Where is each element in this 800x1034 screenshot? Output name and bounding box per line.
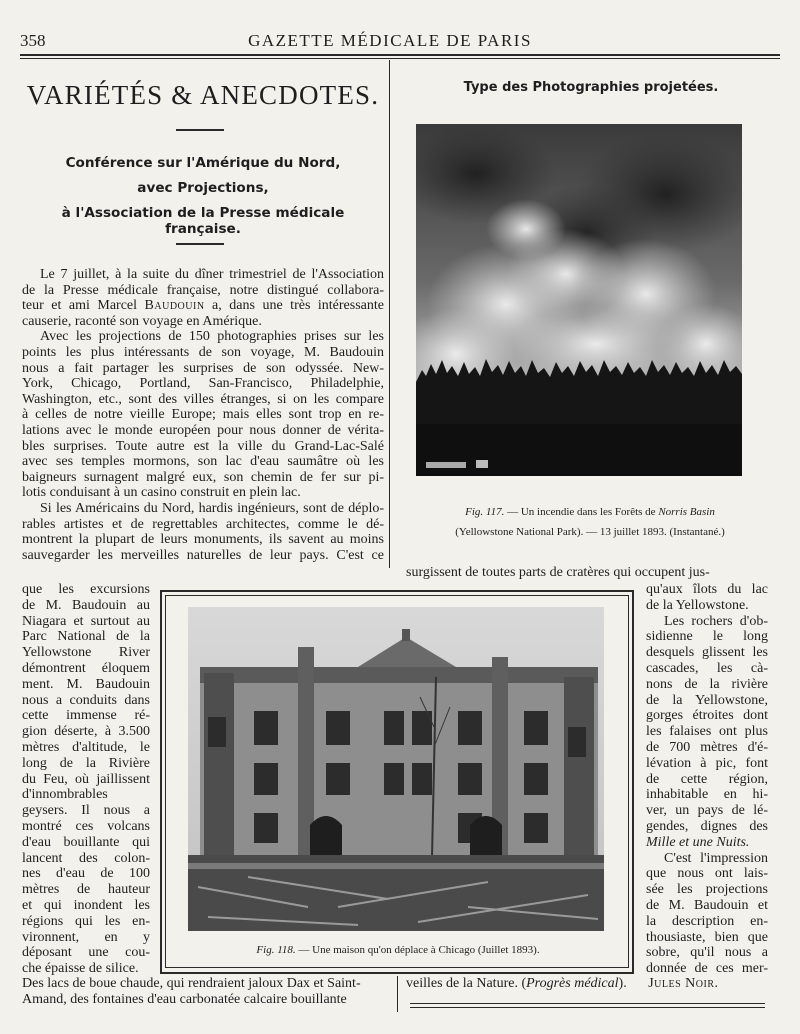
body-line-text: montrent la plupart de leurs monuments, ils savent au moins bbox=[22, 532, 384, 548]
body-line bbox=[22, 314, 384, 330]
body-line bbox=[22, 501, 384, 517]
wrap-right-line-italic: Mille et une Nuits. bbox=[646, 834, 750, 850]
body-line bbox=[22, 283, 384, 299]
figure-118-label: Fig. 118. bbox=[256, 944, 296, 956]
wrap-left-line: du Feu, où jaillissent bbox=[22, 771, 150, 787]
body-line bbox=[22, 392, 384, 408]
section-title: VARIÉTÉS & ANECDOTES. bbox=[26, 80, 380, 110]
author-signature: Jules Noir. bbox=[648, 976, 719, 991]
wrap-right-line bbox=[646, 882, 768, 898]
figure-117-place: Norris Basin bbox=[658, 506, 715, 518]
wrap-left-line: montré ces volcans bbox=[22, 819, 150, 834]
wrap-right-line-text: sée les projections bbox=[646, 882, 768, 898]
body-line-text: Le 7 juillet, à la suite du dîner trimestriel de l'Association bbox=[40, 267, 384, 282]
wrap-right-line bbox=[646, 740, 768, 756]
body-line-text: causerie, raconté son voyage en Amérique. bbox=[22, 313, 262, 329]
body-line-text: Washington, etc., sont des villes étranges, si on les compare bbox=[22, 391, 384, 407]
wrap-right-line-text: ver, un pays de lé- bbox=[646, 803, 768, 819]
wrap-right-line-text: de cette région, bbox=[646, 771, 768, 787]
body-line bbox=[22, 532, 384, 548]
body-line bbox=[22, 548, 384, 564]
wrap-right-line bbox=[646, 614, 768, 630]
body-line bbox=[22, 329, 384, 345]
wrap-right-line-text: donnée de ces mer- bbox=[646, 961, 768, 977]
body-line bbox=[22, 470, 384, 486]
running-title: GAZETTE MÉDICALE DE PARIS bbox=[248, 31, 532, 50]
forest-fire-photo bbox=[416, 124, 742, 476]
wrap-right-line bbox=[646, 898, 768, 914]
body-line-text: Avec les projections de 150 photographies prises sur les bbox=[40, 329, 384, 345]
body-line-text: teur et ami Marcel bbox=[22, 298, 145, 314]
wrap-right-line-text: inhabitable en hi- bbox=[646, 787, 768, 803]
wrap-left-line: de M. Baudouin au bbox=[22, 597, 150, 613]
wrap-right-line bbox=[646, 835, 768, 851]
figure-118-caption bbox=[168, 944, 628, 956]
figure-117-caption-text: — Un incendie dans les Forêts de bbox=[504, 506, 659, 518]
body-line-text: nous a fait partager les surprises de son odyssée. New- bbox=[22, 360, 384, 376]
page-number: 358 bbox=[20, 31, 46, 50]
chicago-house-photo bbox=[188, 607, 604, 931]
wrap-left-line: Yellowstone River bbox=[22, 645, 150, 661]
bottom-right-text: veilles de la Nature. ( bbox=[406, 976, 527, 991]
body-line-text: York, Chicago, Portland, San-Francisco, Philadelphie, bbox=[22, 376, 384, 392]
bottom-right-after: ). bbox=[618, 976, 627, 991]
wrap-left-line: et qui inondent les bbox=[22, 898, 150, 913]
wrap-right-line bbox=[646, 724, 768, 740]
column-divider-lower bbox=[397, 976, 398, 1012]
body-line bbox=[22, 267, 384, 283]
title-separator bbox=[176, 129, 224, 131]
wrap-right-line-text: C'est l'impression bbox=[664, 850, 768, 866]
wrap-right-line-text: desquels glissent les bbox=[646, 645, 768, 661]
wrap-right-line-text: gorges étroites dont bbox=[646, 708, 768, 724]
wrap-left-line: déposant une cou- bbox=[22, 945, 150, 961]
right-column-line: surgissent de toutes parts de cratères qui occupent jus- bbox=[406, 565, 710, 580]
bottom-left-line-1: Des lacs de boue chaude, qui rendraient jaloux Dax et Saint- bbox=[22, 976, 361, 991]
figure-117-caption-line-1 bbox=[404, 506, 776, 518]
wrap-right-line-text: cascades, les cà- bbox=[646, 661, 768, 676]
wrap-right-line-text: nons de la rivière bbox=[646, 676, 768, 692]
heading-separator bbox=[176, 243, 224, 245]
body-line bbox=[22, 485, 384, 501]
wrap-left-line: Niagara et surtout au bbox=[22, 613, 150, 629]
wrap-left-line: cette immense ré- bbox=[22, 708, 150, 724]
body-line-text: points les plus intéressants de son voyage, M. Baudouin bbox=[22, 345, 384, 360]
wrap-right-line bbox=[646, 851, 768, 867]
wrap-right-line-text: sobre, qu'il nous a bbox=[646, 945, 768, 961]
body-line-text: Si les Américains du Nord, hardis ingénieurs, sont de déplo- bbox=[40, 501, 384, 516]
wrap-right-line-text: les falaises ont plus bbox=[646, 724, 768, 740]
wrap-left-line: d'eau bouillante qui bbox=[22, 834, 150, 850]
body-line bbox=[22, 517, 384, 533]
figure-118-caption-text: — Une maison qu'on déplace à Chicago (Juillet 1893). bbox=[295, 944, 540, 956]
wrap-left-line: Parc National de la bbox=[22, 629, 150, 645]
figure-117-caption-line-2: (Yellowstone National Park). — 13 juillet 1893. (Instantané.) bbox=[455, 526, 725, 538]
wrap-right-line-text: la description en- bbox=[646, 913, 768, 929]
end-rule bbox=[410, 1003, 765, 1004]
wrap-right-line bbox=[646, 693, 768, 709]
body-line-text: de la Presse médicale française, notre distingué collabora- bbox=[22, 282, 384, 298]
wrap-right-line-text: que nous ont lais- bbox=[646, 866, 768, 882]
wrap-right-line bbox=[646, 803, 768, 819]
bottom-left-line-2: Amand, des fontaines d'eau carbonatée calcaire bouillante bbox=[22, 992, 347, 1007]
bottom-right-line bbox=[406, 976, 719, 992]
end-rule-thin bbox=[410, 1007, 765, 1008]
wrap-left-line: mètres d'altitude, le bbox=[22, 740, 150, 755]
wrap-right-line-text: de 700 mètres d'é- bbox=[646, 740, 768, 755]
wrap-left-line: que les excursions bbox=[22, 582, 150, 597]
body-line-after: a, dans une très intéressante bbox=[204, 298, 384, 314]
body-line bbox=[22, 361, 384, 377]
wrap-right-line-text: de la Yellowstone, bbox=[646, 692, 768, 708]
body-line-text: baigneurs surnagent malgré eux, son chemin de fer sur pi- bbox=[22, 469, 384, 485]
body-line bbox=[22, 423, 384, 439]
wrap-left-line: démontrent éloquem bbox=[22, 661, 150, 676]
wrap-left-line: nous a conduits dans bbox=[22, 692, 150, 708]
wrap-right-line bbox=[646, 598, 768, 614]
wrap-right-line-text: qu'aux îlots du lac bbox=[646, 582, 768, 597]
column-divider bbox=[389, 60, 390, 568]
wrap-right-line bbox=[646, 819, 768, 835]
source-citation: Progrès médical bbox=[526, 976, 619, 991]
wrap-right-line-text: de la Yellowstone. bbox=[646, 597, 749, 613]
body-line bbox=[22, 454, 384, 470]
wrap-left-line: geysers. Il nous a bbox=[22, 803, 150, 819]
wrap-left-line: gion déserte, à 3.500 bbox=[22, 724, 150, 740]
body-line bbox=[22, 298, 384, 314]
wrap-right-line bbox=[646, 930, 768, 946]
article-heading-3: à l'Association de la Presse médicale française. bbox=[61, 205, 345, 237]
wrap-right-line-text: lévation à pic, font bbox=[646, 755, 768, 771]
wrap-left-line: d'innombrables bbox=[22, 787, 108, 803]
wrap-right-line bbox=[646, 629, 768, 645]
wrap-left-line: che épaisse de silice. bbox=[22, 961, 139, 977]
figure-117-label: Fig. 117. bbox=[465, 506, 505, 518]
article-heading-1: Conférence sur l'Amérique du Nord, bbox=[65, 155, 341, 171]
wrap-left-line: lancent des colon- bbox=[22, 850, 150, 866]
photos-heading: Type des Photographies projetées. bbox=[463, 80, 719, 95]
wrap-right-line-text: gendes, dignes des bbox=[646, 819, 768, 834]
body-line-text: bles surprises. Toute autre est la ville du Grand-Lac-Salé bbox=[22, 438, 384, 454]
wrap-left-line: nes d'eau de 100 bbox=[22, 866, 150, 882]
body-line bbox=[22, 439, 384, 455]
body-line bbox=[22, 345, 384, 361]
wrap-right-line bbox=[646, 945, 768, 961]
body-line-text: lations avec le monde européen pour nous donner de vérita- bbox=[22, 423, 384, 438]
wrap-right-line bbox=[646, 914, 768, 930]
wrap-right-line bbox=[646, 661, 768, 677]
wrap-right-line-text: Les rochers d'ob- bbox=[664, 613, 768, 629]
wrap-left-line: long de la Rivière bbox=[22, 755, 150, 771]
wrap-right-line bbox=[646, 866, 768, 882]
wrap-right-line bbox=[646, 708, 768, 724]
header-rule bbox=[20, 54, 780, 56]
header-rule-thin bbox=[20, 58, 780, 59]
wrap-right-line-text: de M. Baudouin et bbox=[646, 898, 768, 913]
body-line bbox=[22, 376, 384, 392]
body-line-text: avec ses temples mormons, son lac d'eau saumâtre où les bbox=[22, 454, 384, 470]
wrap-right-line-text: sidienne le long bbox=[646, 629, 768, 645]
wrap-right-line bbox=[646, 645, 768, 661]
author-name: Baudouin bbox=[144, 298, 205, 314]
wrap-right-line bbox=[646, 582, 768, 598]
body-line-text: sauvegarder les merveilles naturelles de leur pays. C'est ce bbox=[22, 547, 384, 563]
body-line-text: à celles de notre vieille Europe; mais elles sont trop en re- bbox=[22, 407, 384, 423]
body-line-text: rables artistes et de regrettables architectes, comme le dé- bbox=[22, 516, 384, 532]
wrap-left-line: régions qui les en- bbox=[22, 913, 150, 929]
wrap-right-line-text: thousiaste, bien que bbox=[646, 929, 768, 945]
wrap-right-line bbox=[646, 772, 768, 788]
body-line-text: lotis conduisant à un casino construit en plein lac. bbox=[22, 485, 301, 501]
wrap-left-line: ment. M. Baudouin bbox=[22, 676, 150, 692]
wrap-left-line: vironnent, en y bbox=[22, 929, 150, 945]
article-heading-2: avec Projections, bbox=[137, 180, 269, 196]
wrap-left-line: mètres de hauteur bbox=[22, 882, 150, 898]
body-line bbox=[22, 407, 384, 423]
wrap-right-line bbox=[646, 677, 768, 693]
wrap-right-line bbox=[646, 787, 768, 803]
wrap-right-line bbox=[646, 756, 768, 772]
wrap-right-line bbox=[646, 961, 768, 977]
